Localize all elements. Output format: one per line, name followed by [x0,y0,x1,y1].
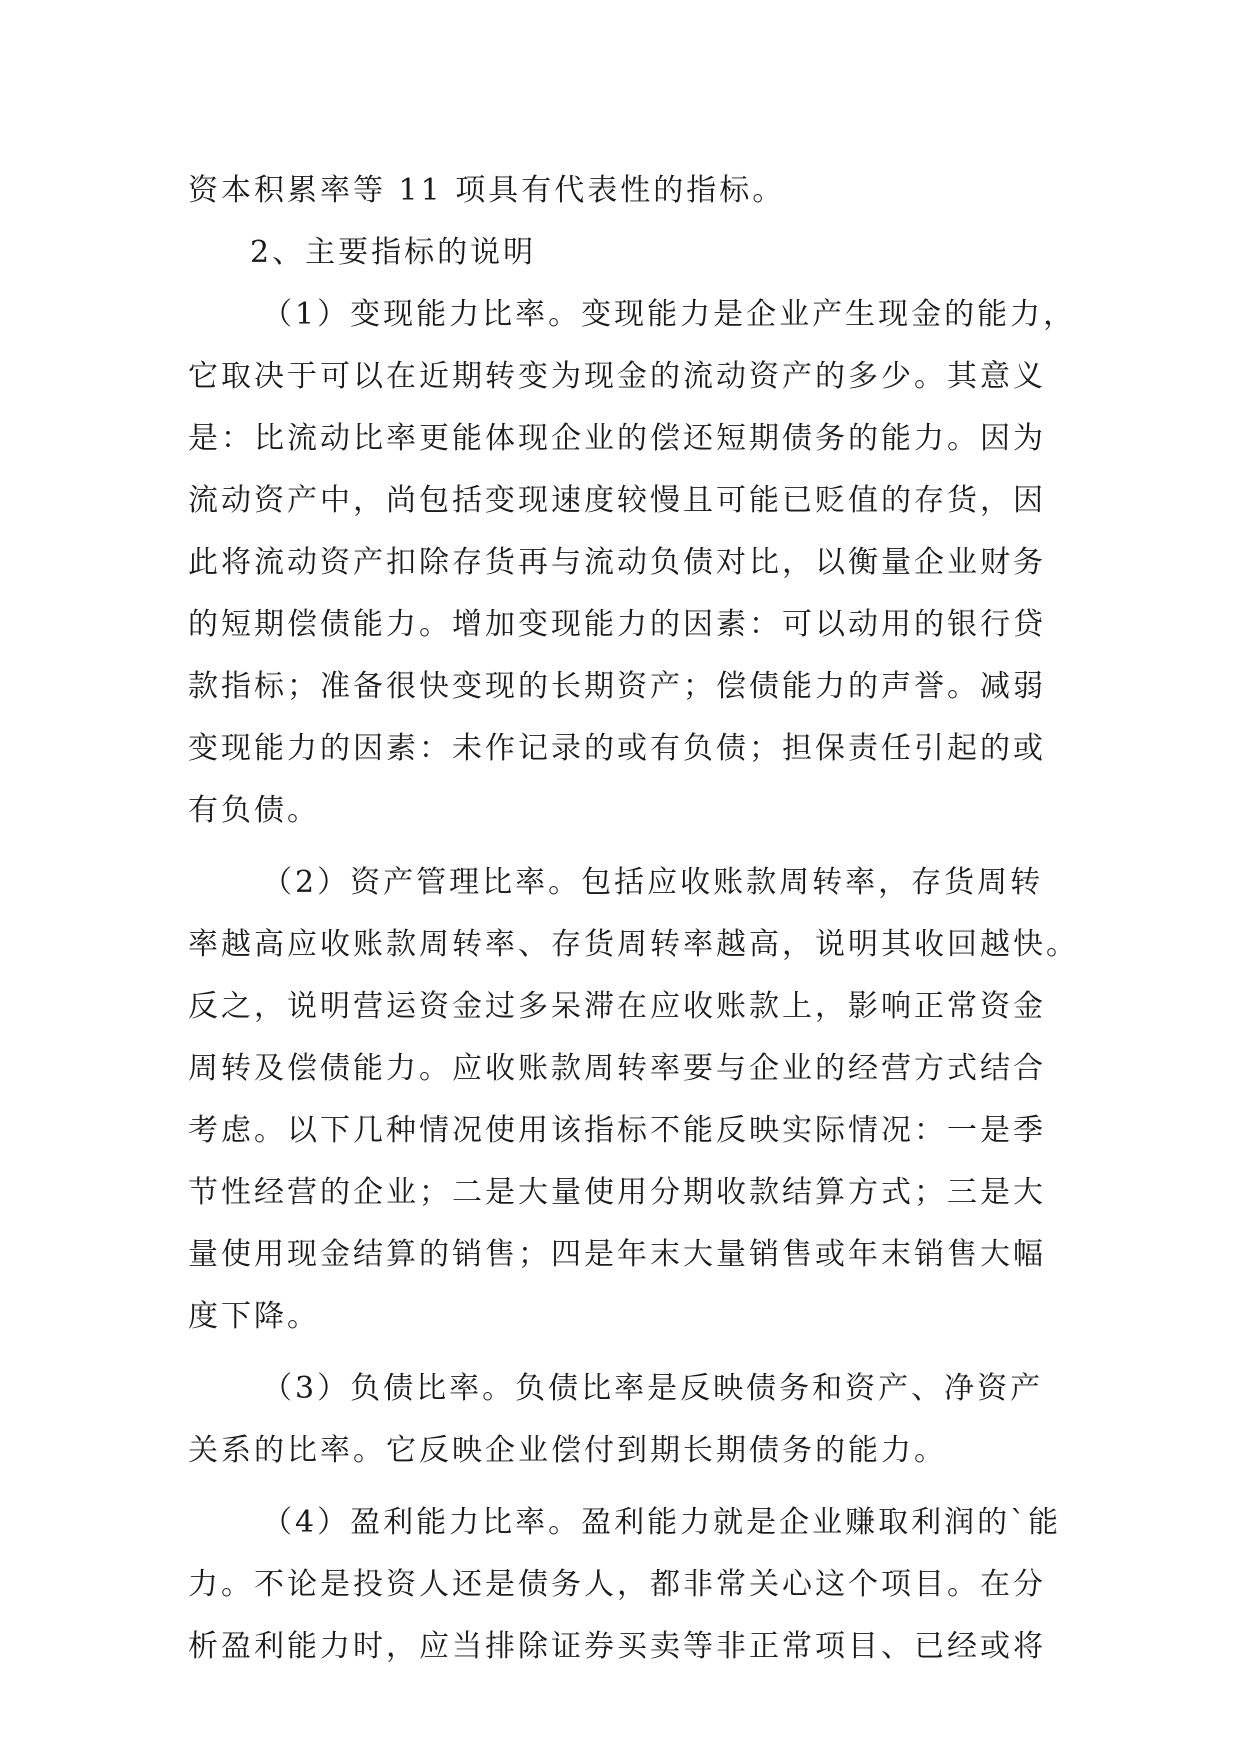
paragraph-2-line: 量使用现金结算的销售；四是年末大量销售或年末销售大幅 [188,1237,1046,1272]
paragraph-1-line: 流动资产中，尚包括变现速度较慢且可能已贬值的存货，因 [188,483,1046,518]
paragraph-1-line: 款指标；准备很快变现的长期资产；偿债能力的声誉。减弱 [188,669,1046,704]
paragraph-1-line: 变现能力的因素：未作记录的或有负债；担保责任引起的或 [188,731,1046,766]
paragraph-2-line: 度下降。 [188,1299,320,1334]
paragraph-4-line: 析盈利能力时，应当排除证券买卖等非正常项目、已经或将 [188,1629,1046,1664]
paragraph-3-line: （3）负债比率。负债比率是反映债务和资产、净资产 [262,1371,1044,1406]
paragraph-1-line: 此将流动资产扣除存货再与流动负债对比，以衡量企业财务 [188,545,1046,580]
body-text [188,160,1079,1678]
paragraph-2-line: 周转及偿债能力。应收账款周转率要与企业的经营方式结合 [188,1051,1046,1086]
paragraph-1-line: 它取决于可以在近期转变为现金的流动资产的多少。其意义 [188,359,1046,394]
paragraph-2-line: 考虑。以下几种情况使用该指标不能反映实际情况：一是季 [188,1113,1046,1148]
paragraph-4-line: 力。不论是投资人还是债务人，都非常关心这个项目。在分 [188,1567,1046,1602]
paragraph-1-line: 的短期偿债能力。增加变现能力的因素：可以动用的银行贷 [188,607,1046,642]
paragraph-2-line: 反之，说明营运资金过多呆滞在应收账款上，影响正常资金 [188,989,1046,1024]
paragraph-2-line: （2）资产管理比率。包括应收账款周转率，存货周转 [262,865,1044,900]
paragraph-2-line: 节性经营的企业；二是大量使用分期收款结算方式；三是大 [188,1175,1046,1210]
paragraph-2-line: 率越高应收账款周转率、存货周转率越高，说明其收回越快。 [188,927,1079,962]
paragraph-3-line: 关系的比率。它反映企业偿付到期长期债务的能力。 [188,1433,947,1468]
paragraph-4-line: （4）盈利能力比率。盈利能力就是企业赚取利润的`能 [262,1505,1062,1540]
text-line: 资本积累率等 11 项具有代表性的指标。 [188,173,786,208]
paragraph-1-line: （1）变现能力比率。变现能力是企业产生现金的能力， [262,297,1077,332]
paragraph-1-line: 有负债。 [188,793,320,828]
section-heading: 2、主要指标的说明 [250,235,537,270]
paragraph-1-line: 是：比流动比率更能体现企业的偿还短期债务的能力。因为 [188,421,1046,456]
